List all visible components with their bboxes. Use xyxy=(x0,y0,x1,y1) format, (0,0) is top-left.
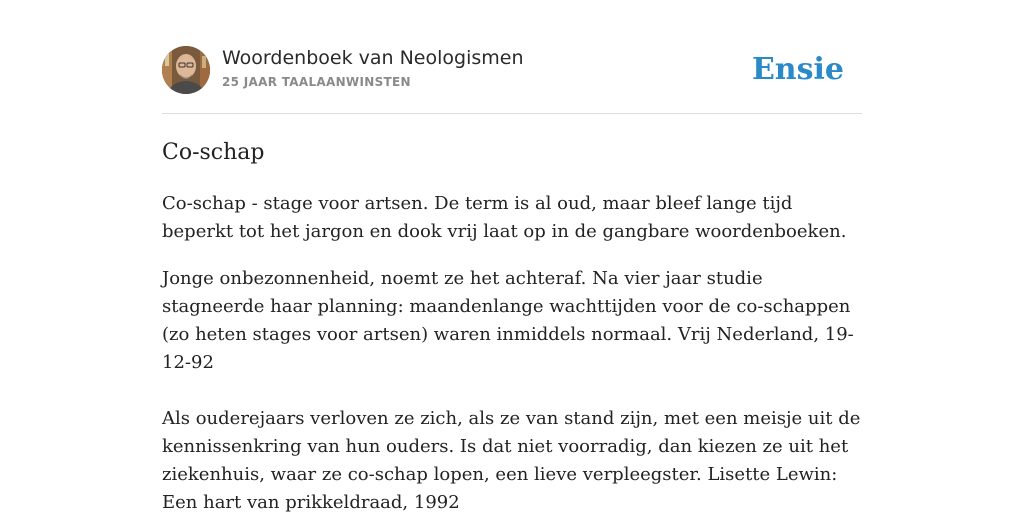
divider xyxy=(162,113,862,114)
author-subtitle: 25 JAAR TAALAANWINSTEN xyxy=(222,75,411,89)
author-portrait-icon[interactable] xyxy=(162,46,210,94)
header xyxy=(162,46,862,96)
quote-paragraph: Jonge onbezonnenheid, noemt ze het achteraf. Na vier jaar studie stagneerde haar planning: maandenlange wachttijden voor de co-schappen (zo heten stages voor artsen) waren inmiddels normaal. Vrij Nederland, 19-12-92 xyxy=(162,268,854,373)
quote-paragraph: Als ouderejaars verloven ze zich, als ze van stand zijn, met een meisje uit de kennissenkring van hun ouders. Is dat niet voorradig, dan kiezen ze uit het ziekenhuis, waar ze co-schap lopen, een lieve verpleegster. Lisette Lewin: Een hart van prikkeldraad, 1992 xyxy=(162,408,861,513)
author-name[interactable]: Woordenboek van Neologismen xyxy=(222,47,524,69)
page-title: Co-schap xyxy=(162,140,265,165)
entry-body xyxy=(162,190,862,517)
definition-paragraph: Co-schap - stage voor artsen. De term is al oud, maar bleef lange tijd beperkt tot het jargon en dook vrij laat op in de gangbare woordenboeken. xyxy=(162,193,847,242)
brand-logo[interactable]: Ensie xyxy=(751,52,844,87)
